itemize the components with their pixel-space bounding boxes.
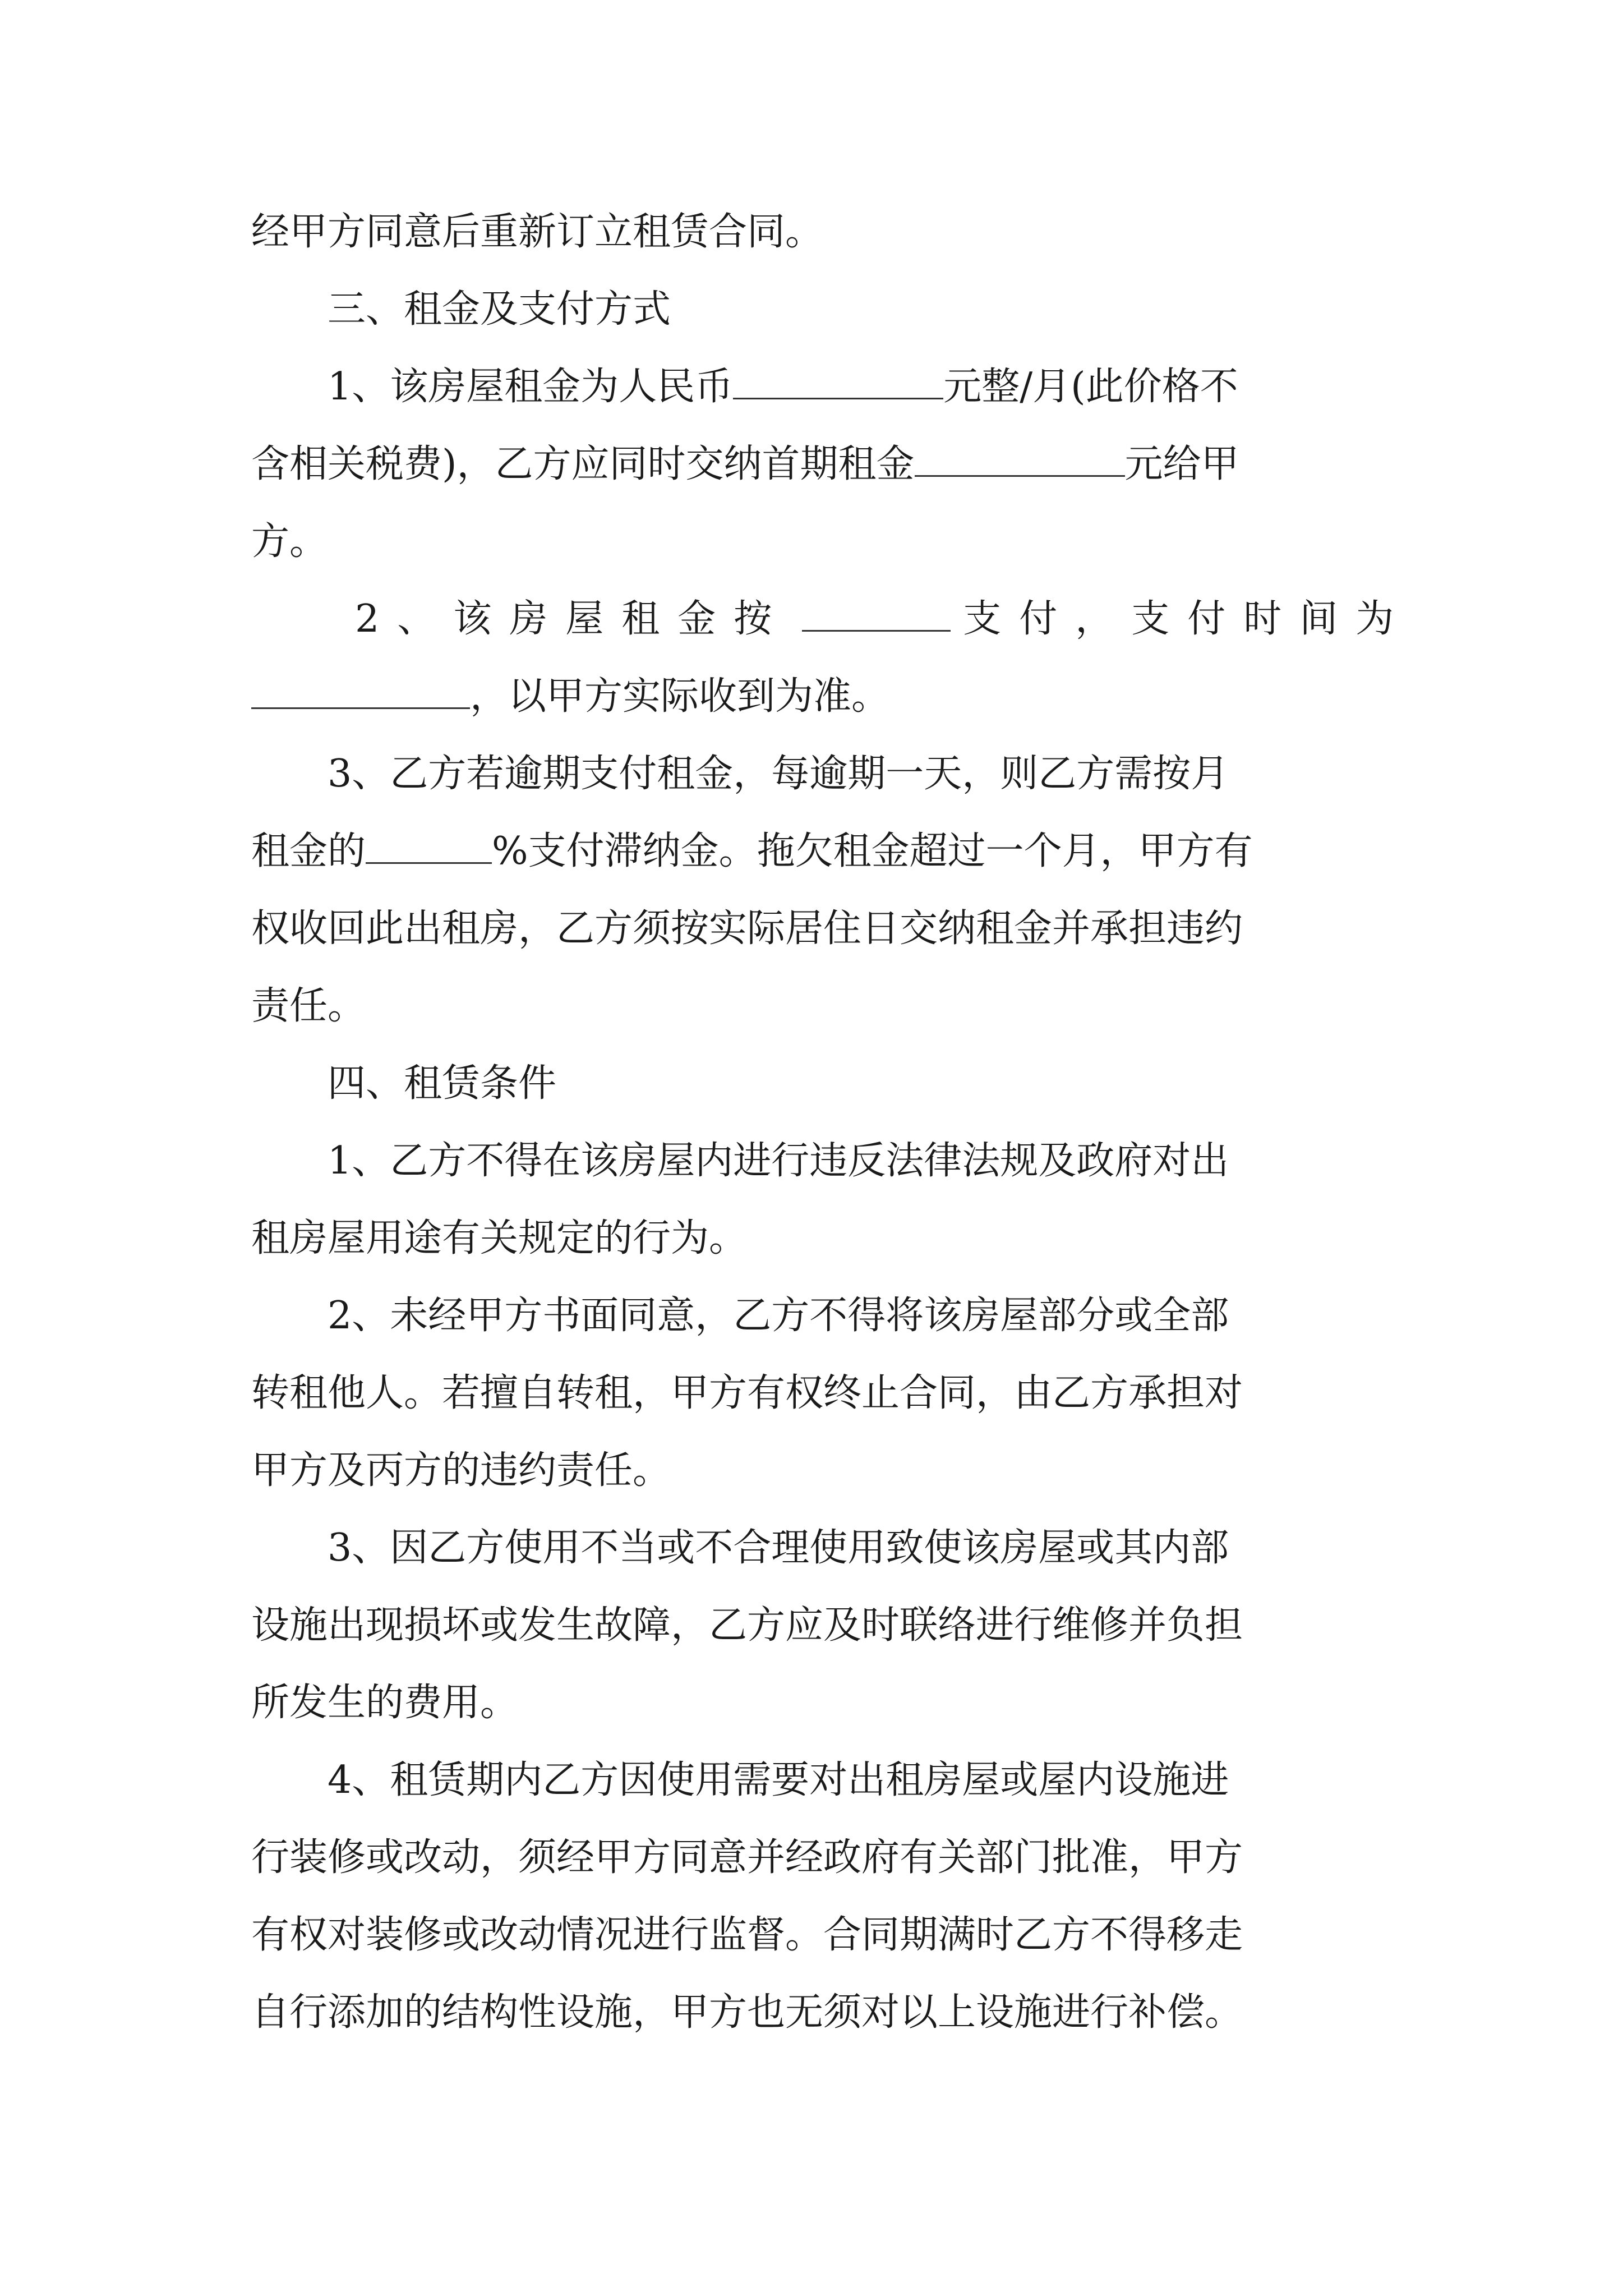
line-text: 4、租赁期内乙方因使用需要对出租房屋或屋内设施进 [328, 1758, 1229, 1802]
line-text: 责任。 [251, 984, 366, 1028]
line-text: 1、该房屋租金为人民币 [328, 365, 734, 409]
line-text: 权收回此出租房，乙方须按实际居住日交纳租金并承担违约 [251, 907, 1243, 951]
paragraph-line [251, 503, 1390, 581]
paragraph-line [251, 1277, 1390, 1355]
line-text: 3、因乙方使用不当或不合理使用致使该房屋或其内部 [328, 1526, 1229, 1570]
paragraph-line [251, 426, 1390, 503]
line-text: 元整/月(此价格不 [943, 365, 1238, 409]
line-text: 元给甲 [1124, 442, 1239, 486]
line-text: 所发生的费用。 [251, 1681, 519, 1725]
fill-in-blank-payment-time[interactable] [251, 675, 470, 709]
line-text: 设施出现损坏或发生故障，乙方应及时联络进行维修并负担 [251, 1603, 1243, 1648]
paragraph-line [251, 735, 1390, 813]
document-body [251, 194, 1412, 2051]
paragraph-line [251, 1587, 1390, 1664]
paragraph-line [251, 1355, 1390, 1432]
line-text: %支付滞纳金。拖欠租金超过一个月，甲方有 [492, 829, 1253, 873]
fill-in-blank-late-fee-percent[interactable] [366, 830, 492, 864]
paragraph-line [251, 1897, 1390, 1974]
line-text: 经甲方同意后重新订立租赁合同。 [251, 210, 824, 254]
paragraph-line [251, 968, 1390, 1045]
paragraph-line [251, 1742, 1390, 1819]
line-text: 转租他人。若擅自转租，甲方有权终止合同，由乙方承担对 [251, 1371, 1243, 1415]
line-text: 3、乙方若逾期支付租金，每逾期一天，则乙方需按月 [328, 752, 1229, 796]
paragraph-line [251, 1819, 1390, 1897]
line-text: 2、该房屋租金按 [355, 597, 790, 641]
paragraph-line [251, 348, 1390, 426]
paragraph-line [251, 1974, 1390, 2051]
line-text: 支付，支付时间为 [963, 597, 1412, 641]
heading-text: 三、租金及支付方式 [328, 287, 671, 332]
paragraph-line [251, 1432, 1390, 1510]
paragraph-line [251, 658, 1390, 735]
paragraph-line [251, 194, 1390, 271]
paragraph-line [251, 581, 1412, 658]
section-heading-rent-payment [251, 271, 1390, 348]
line-text: 租金的 [251, 829, 366, 873]
line-text: 含相关税费)，乙方应同时交纳首期租金 [251, 442, 915, 486]
fill-in-blank-first-rent[interactable] [915, 443, 1125, 477]
paragraph-line [251, 1200, 1390, 1277]
line-text: 有权对装修或改动情况进行监督。合同期满时乙方不得移走 [251, 1913, 1243, 1957]
line-text: 租房屋用途有关规定的行为。 [251, 1216, 748, 1260]
fill-in-blank-payment-method[interactable] [802, 597, 951, 632]
line-text: 甲方及丙方的违约责任。 [251, 1448, 671, 1493]
line-text: 方。 [251, 519, 328, 564]
paragraph-line [251, 813, 1390, 890]
paragraph-line [251, 1122, 1390, 1200]
heading-text: 四、租赁条件 [328, 1061, 557, 1106]
line-text: 行装修或改动，须经甲方同意并经政府有关部门批准，甲方 [251, 1835, 1243, 1880]
line-text: 2、未经甲方书面同意，乙方不得将该房屋部分或全部 [328, 1294, 1229, 1338]
section-heading-lease-conditions [251, 1045, 1390, 1122]
line-text: ，以甲方实际收到为准。 [470, 674, 890, 719]
paragraph-line [251, 1664, 1390, 1742]
paragraph-line [251, 1510, 1390, 1587]
fill-in-blank-monthly-rent[interactable] [733, 365, 943, 399]
line-text: 1、乙方不得在该房屋内进行违反法律法规及政府对出 [328, 1139, 1229, 1183]
line-text: 自行添加的结构性设施，甲方也无须对以上设施进行补偿。 [251, 1990, 1243, 2035]
paragraph-line [251, 890, 1390, 968]
